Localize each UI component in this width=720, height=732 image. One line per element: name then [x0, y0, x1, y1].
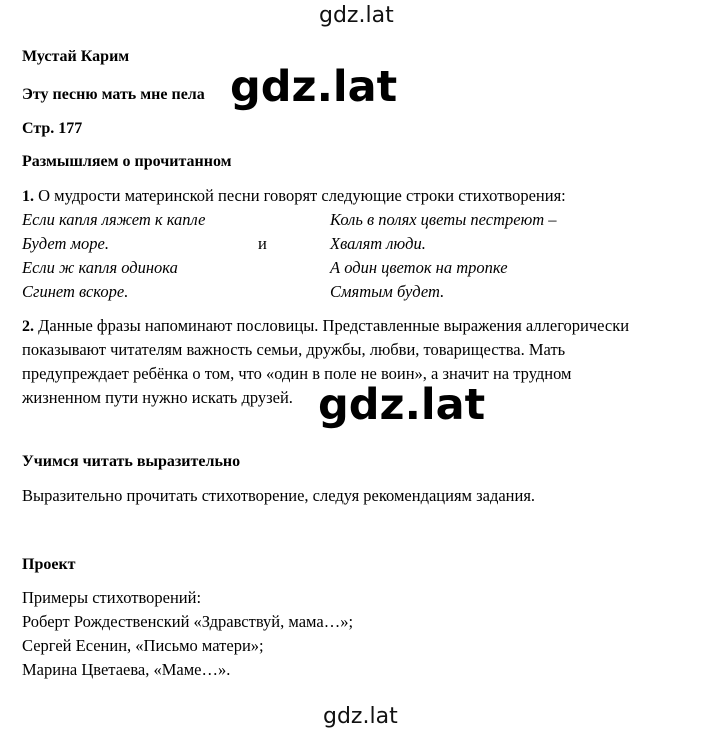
watermark-bottom: gdz.lat: [323, 704, 398, 729]
quote-right-line-2: Хвалят люди.: [330, 234, 426, 253]
question-2-line-1: [22, 314, 629, 339]
question-2-line-2: показывают читателям важность семьи, дружбы, любви, товарищества. Мать: [22, 340, 566, 359]
project-line-3: Сергей Есенин, «Письмо матери»;: [22, 636, 264, 655]
question-1-number: 1.: [22, 188, 34, 205]
question-2-number: 2.: [22, 318, 34, 335]
question-1-text: О мудрости материнской песни говорят следующие строки стихотворения:: [34, 186, 566, 205]
section-heading-reflection: Размышляем о прочитанном: [22, 153, 232, 170]
watermark-large-2: gdz.lat: [318, 380, 486, 430]
watermark-top: gdz.lat: [319, 3, 394, 28]
question-1: [22, 186, 566, 206]
project-line-4: Марина Цветаева, «Маме…».: [22, 660, 231, 679]
quote-right-line-3: А один цветок на тропке: [330, 258, 508, 277]
question-2-line-3: предупреждает ребёнка о том, что «один в поле не воин», а значит на трудном: [22, 364, 572, 383]
project-line-1: Примеры стихотворений:: [22, 588, 202, 607]
poem-title: Эту песню мать мне пела: [22, 86, 205, 103]
page-reference: Стр. 177: [22, 120, 83, 137]
watermark-large-1: gdz.lat: [230, 62, 398, 112]
quote-right-line-1: Коль в полях цветы пестреют –: [330, 210, 557, 229]
question-2-text-1: Данные фразы напоминают пословицы. Представленные выражения аллегорически: [34, 316, 630, 335]
quote-conjunction: и: [258, 234, 267, 253]
quote-right-line-4: Смятым будет.: [330, 282, 445, 301]
expressive-reading-text: Выразительно прочитать стихотворение, следуя рекомендациям задания.: [22, 486, 536, 505]
quote-left-line-3: Если ж капля одинока: [22, 258, 178, 277]
quote-left-line-4: Сгинет вскоре.: [22, 282, 129, 301]
quote-left-line-2: Будет море.: [22, 234, 109, 253]
question-2-line-4: жизненном пути нужно искать друзей.: [22, 388, 293, 407]
project-line-2: Роберт Рождественский «Здравствуй, мама…»;: [22, 612, 354, 631]
author-name: Мустай Карим: [22, 48, 130, 65]
section-heading-project: Проект: [22, 556, 76, 573]
quote-left-line-1: Если капля ляжет к капле: [22, 210, 206, 229]
section-heading-expressive-reading: Учимся читать выразительно: [22, 453, 241, 470]
